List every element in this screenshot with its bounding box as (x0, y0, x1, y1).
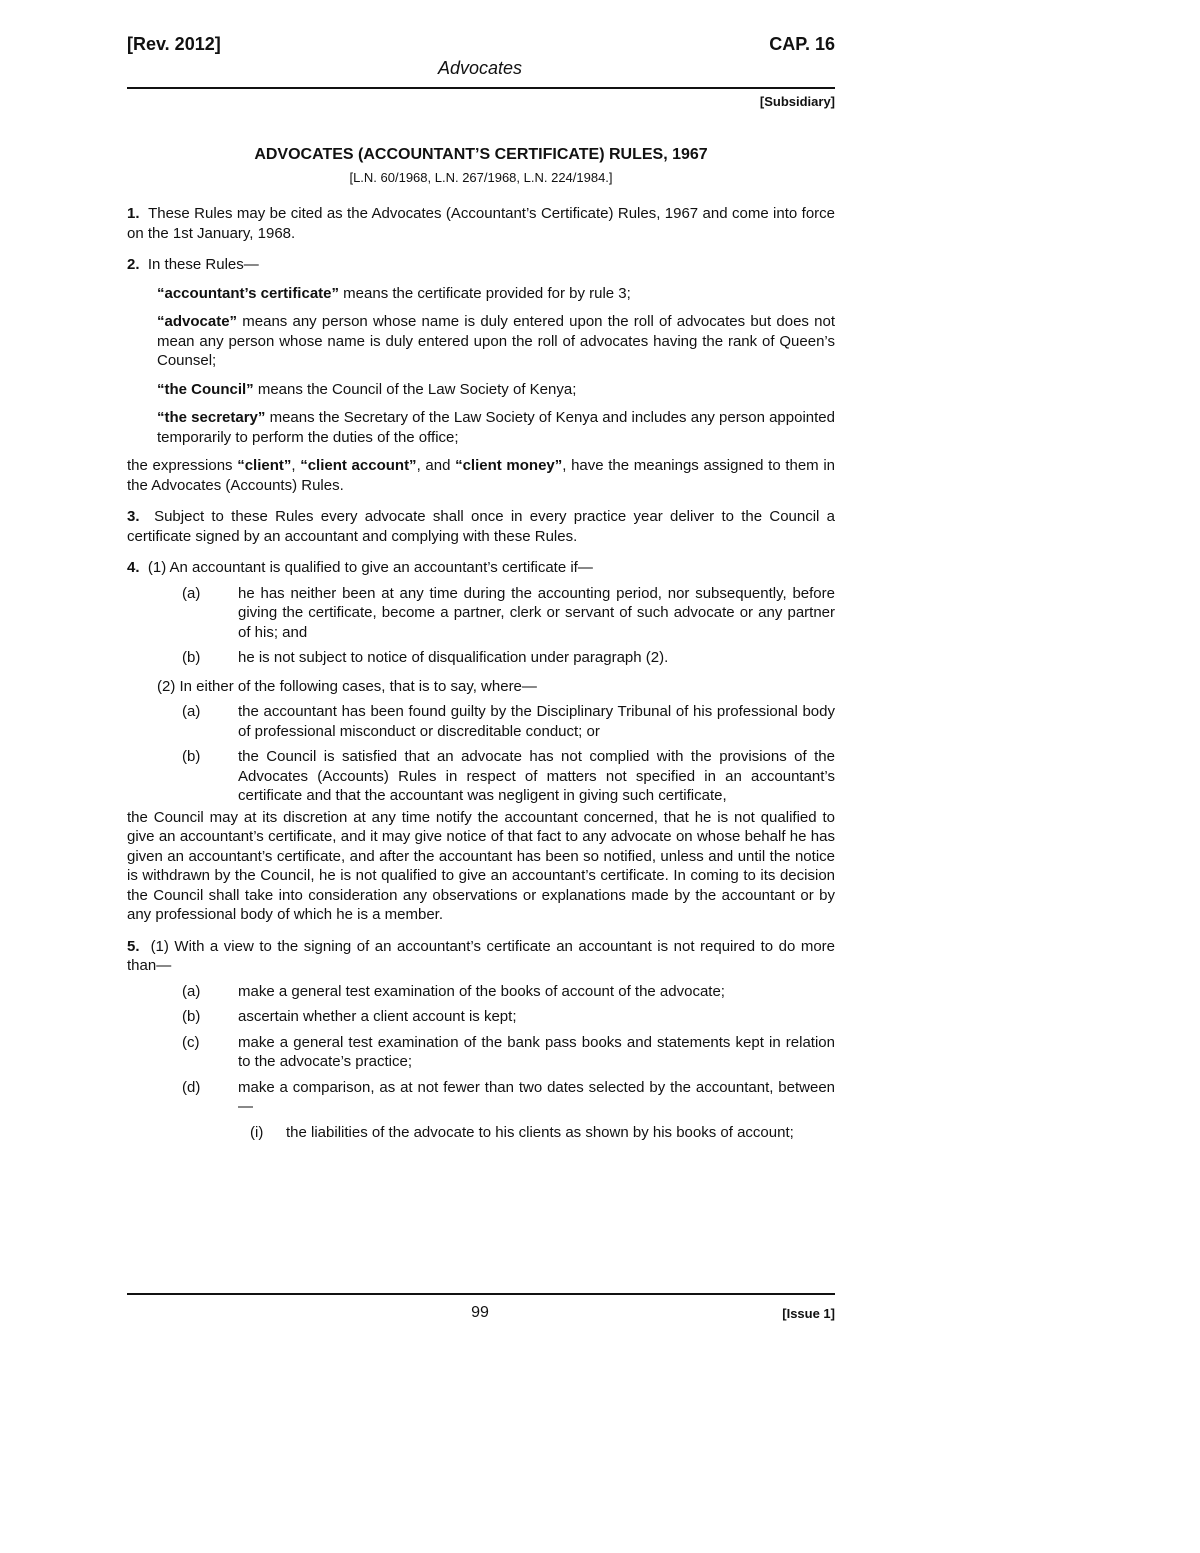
rule-text: These Rules may be cited as the Advocates (Accountant’s Certificate) Rules, 1967 and come into force on the 1st January, 1968. (127, 205, 835, 242)
definition-term: “the secretary” (157, 409, 266, 426)
document-body (127, 204, 835, 1142)
definition-council (127, 380, 835, 400)
header-divider (127, 87, 835, 89)
item-label: (d) (182, 1078, 201, 1096)
rule-number: 5. (127, 937, 140, 955)
rule-5-1 (127, 937, 835, 976)
rule-4-2 (127, 677, 835, 697)
definition-secretary (127, 408, 835, 447)
subsidiary-label: [Subsidiary] (759, 94, 835, 109)
definition-text: means the certificate provided for by rule 3; (339, 284, 631, 302)
item-label: (b) (182, 748, 201, 765)
rule-text: (1) With a view to the signing of an accountant’s certificate an accountant is not required to do more than— (127, 937, 835, 974)
issue-label: [Issue 1] (782, 1306, 835, 1321)
list-item (127, 1033, 835, 1072)
sub-list-item (127, 1123, 835, 1143)
rule-3 (127, 507, 835, 546)
page-title: ADVOCATES (ACCOUNTANT’S CERTIFICATE) RULES, 1967 (254, 146, 708, 163)
item-text: he is not subject to notice of disqualification under paragraph (2). (238, 649, 669, 666)
text-run: , have the meanings assigned to them in the Advocates (Accounts) Rules. (127, 457, 835, 494)
list-item (127, 702, 835, 741)
rule-number: 2. (127, 256, 140, 273)
chapter-label: CAP. 16 (769, 34, 835, 54)
item-text: make a general test examination of the books of account of the advocate; (238, 982, 725, 1000)
definition-term: “advocate” (157, 313, 238, 330)
item-label: (b) (182, 1008, 201, 1025)
definition-text: means the Council of the Law Society of Kenya; (253, 380, 577, 398)
rule-2 (127, 255, 835, 275)
item-label: (b) (182, 649, 201, 666)
definition-text: means the Secretary of the Law Society of Kenya and includes any person appointed temporarily to perform the duties of the office; (157, 409, 835, 446)
definition-term: “client money” (455, 457, 563, 474)
rule-4-1 (127, 558, 835, 578)
item-label: (i) (250, 1123, 264, 1141)
text-run: the expressions (127, 457, 238, 474)
item-text: make a comparison, as at not fewer than two dates selected by the accountant, between— (238, 1078, 835, 1115)
definition-term: “client” (237, 457, 292, 474)
item-label: (c) (182, 1033, 200, 1051)
definition-accountants-certificate (127, 284, 835, 304)
item-text: make a general test examination of the bank pass books and statements kept in relation to the advocate’s practice; (238, 1033, 835, 1070)
expressions-paragraph (127, 456, 835, 495)
item-text: the accountant has been found guilty by the Disciplinary Tribunal of his professional body of professional misconduct or discreditable conduct; or (238, 703, 835, 740)
list-item (127, 982, 835, 1002)
list-item (127, 1078, 835, 1117)
list-item (127, 747, 835, 806)
footer-divider (127, 1293, 835, 1295)
rule-text: (2) In either of the following cases, that is to say, where— (157, 677, 537, 695)
definition-term: “the Council” (157, 380, 254, 398)
legal-notice-citation: [L.N. 60/1968, L.N. 267/1968, L.N. 224/1984.] (349, 170, 613, 185)
text-run: , (291, 457, 301, 474)
item-text: the Council is satisfied that an advocate has not complied with the provisions of the Advocates (Accounts) Rules in respect of matters not specified in an accountant’s certificate and that the accountant was negligent in giving such certificate, (238, 748, 835, 804)
definition-text: means any person whose name is duly entered upon the roll of advocates but does not mean any person whose name is duly entered upon the roll of advocates having the rank of Queen’s Counsel; (157, 313, 835, 369)
revision-label: [Rev. 2012] (127, 34, 221, 54)
text-run: , and (416, 457, 456, 474)
rule-number: 1. (127, 205, 140, 222)
definition-term: “accountant’s certificate” (157, 284, 339, 302)
list-item (127, 648, 835, 668)
rule-number: 3. (127, 508, 140, 525)
item-label: (a) (182, 703, 201, 720)
list-item (127, 584, 835, 643)
list-item (127, 1007, 835, 1027)
item-label: (a) (182, 584, 201, 602)
rule-text: In these Rules— (147, 256, 259, 273)
act-name: Advocates (437, 58, 523, 78)
rule-text: Subject to these Rules every advocate shall once in every practice year deliver to the Council a certificate signed by an accountant and complying with these Rules. (127, 508, 835, 545)
item-text: the liabilities of the advocate to his clients as shown by his books of account; (286, 1123, 794, 1141)
item-text: ascertain whether a client account is kept; (238, 1008, 517, 1025)
rule-4-tail: the Council may at its discretion at any time notify the accountant concerned, that he is not qualified to give an accountant’s certificate, and it may give notice of that fact to any advocate on whose behalf he has given an accountant’s certificate, and after the accountant has been so notified, unless and until the notice is withdrawn by the Council, he is not qualified to give an accountant’s certificate. In coming to its decision the Council shall take into consideration any observations or explanations made by the accountant or by any professional body of which he is a member. (127, 808, 835, 923)
rule-text: (1) An accountant is qualified to give an accountant’s certificate if— (147, 559, 593, 576)
rule-number: 4. (127, 559, 140, 576)
item-label: (a) (182, 982, 201, 1000)
definition-term: “client account” (300, 457, 417, 474)
definition-advocate (127, 312, 835, 371)
page-number: 99 (471, 1304, 489, 1321)
item-text: he has neither been at any time during the accounting period, nor subsequently, before giving the certificate, become a partner, clerk or servant of such advocate or any partner of his; and (238, 584, 835, 641)
rule-1 (127, 204, 835, 243)
